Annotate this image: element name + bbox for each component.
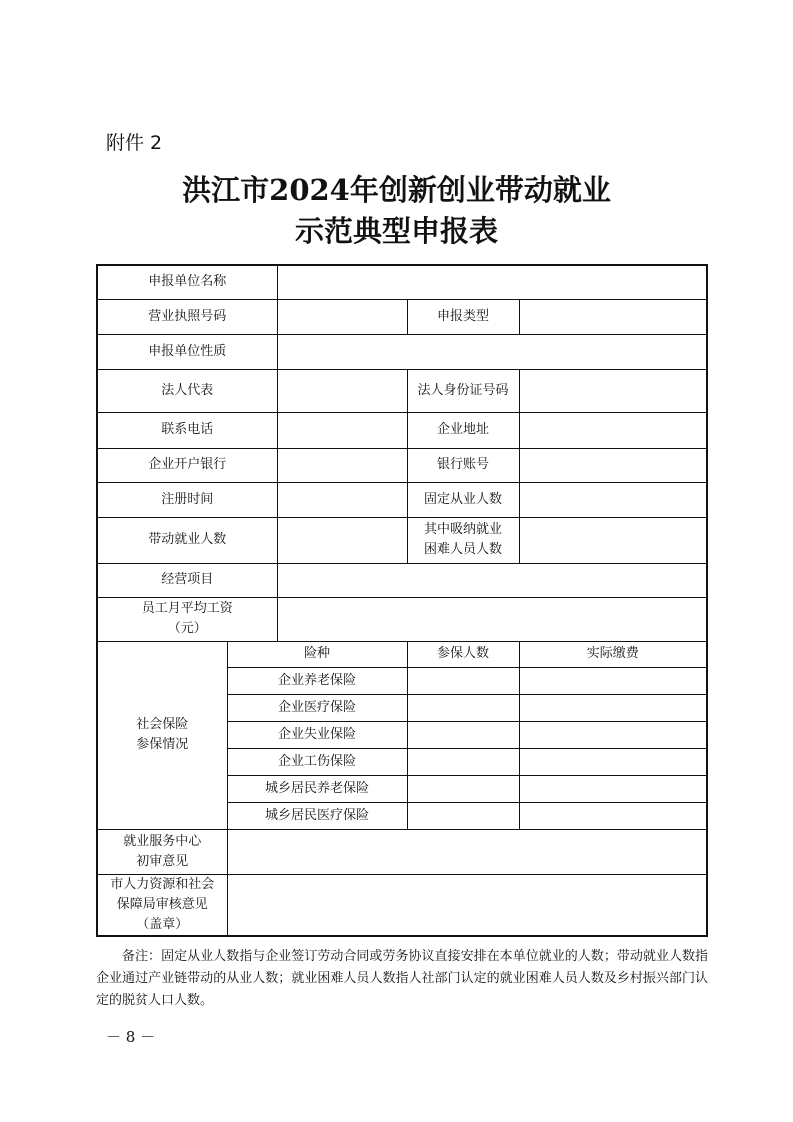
business-scope-field[interactable] [277,563,707,597]
reg-time-field[interactable] [277,482,407,517]
phone-label: 联系电话 [97,412,277,448]
avg-wage-field[interactable] [277,597,707,641]
insurance-type-cell: 城乡居民养老保险 [227,775,407,802]
page-number: － 8 － [106,1028,156,1046]
table-row [97,334,707,369]
fixed-employees-field[interactable] [519,482,707,517]
insured-count-field[interactable] [407,775,519,802]
actual-payment-field[interactable] [519,802,707,829]
bureau-opinion-label-line1: 市人力资源和社会 [110,876,215,892]
center-opinion-field[interactable] [227,829,707,874]
hardship-employees-field[interactable] [519,517,707,563]
driven-employment-label: 带动就业人数 [97,517,277,563]
application-form-table [96,264,708,937]
insurance-type-cell: 城乡居民医疗保险 [227,802,407,829]
bank-label: 企业开户银行 [97,448,277,482]
avg-wage-label-line2: （元） [167,621,207,636]
insurance-type-cell: 企业养老保险 [227,667,407,694]
bank-field[interactable] [277,448,407,482]
legal-rep-label: 法人代表 [97,369,277,412]
license-no-field[interactable] [277,299,407,334]
table-row [97,597,707,641]
actual-payment-field[interactable] [519,694,707,721]
form-title-line2: 示范典型申报表 [294,214,498,248]
table-row [97,517,707,563]
insurance-type-cell: 企业工伤保险 [227,748,407,775]
unit-nature-field[interactable] [277,334,707,369]
actual-payment-field[interactable] [519,721,707,748]
hardship-employees-label [407,517,519,563]
avg-wage-label [97,597,277,641]
insured-count-field[interactable] [407,802,519,829]
account-label: 银行账号 [407,448,519,482]
center-opinion-label [97,829,227,874]
phone-field[interactable] [277,412,407,448]
legal-id-label: 法人身份证号码 [407,369,519,412]
bureau-opinion-label-line2: 保障局审核意见 [116,896,208,912]
insured-count-field[interactable] [407,721,519,748]
actual-payment-field[interactable] [519,748,707,775]
address-field[interactable] [519,412,707,448]
driven-employment-field[interactable] [277,517,407,563]
social-insurance-label-line2: 参保情况 [136,737,189,752]
table-row [97,448,707,482]
business-scope-label: 经营项目 [97,563,277,597]
bureau-opinion-label-line3: （盖章） [136,916,189,932]
unit-name-label: 申报单位名称 [97,265,277,299]
actual-payment-header: 实际缴费 [519,641,707,667]
table-row [97,369,707,412]
license-no-label: 营业执照号码 [97,299,277,334]
insurance-type-header: 险种 [227,641,407,667]
account-field[interactable] [519,448,707,482]
reg-time-label: 注册时间 [97,482,277,517]
insured-count-header: 参保人数 [407,641,519,667]
insured-count-field[interactable] [407,748,519,775]
social-insurance-label-line1: 社会保险 [136,717,189,732]
legal-rep-field[interactable] [277,369,407,412]
apply-type-field[interactable] [519,299,707,334]
attachment-label: 附件 2 [106,132,163,154]
apply-type-label: 申报类型 [407,299,519,334]
insurance-type-cell: 企业失业保险 [227,721,407,748]
table-row [97,563,707,597]
table-row [97,874,707,936]
insured-count-field[interactable] [407,667,519,694]
hardship-label-line2: 困难人员人数 [424,542,503,557]
table-row [97,641,707,667]
bureau-opinion-field[interactable] [227,874,707,936]
table-row [97,482,707,517]
table-row [97,412,707,448]
hardship-label-line1: 其中吸纳就业 [424,522,503,537]
insured-count-field[interactable] [407,694,519,721]
center-opinion-label-line2: 初审意见 [136,853,189,869]
insurance-type-cell: 企业医疗保险 [227,694,407,721]
social-insurance-label [97,641,227,829]
center-opinion-label-line1: 就业服务中心 [123,833,202,849]
legal-id-field[interactable] [519,369,707,412]
actual-payment-field[interactable] [519,775,707,802]
bureau-opinion-label [97,874,227,936]
table-row [97,829,707,874]
unit-nature-label: 申报单位性质 [97,334,277,369]
unit-name-field[interactable] [277,265,707,299]
actual-payment-field[interactable] [519,667,707,694]
table-row [97,299,707,334]
avg-wage-label-line1: 员工月平均工资 [141,601,233,616]
table-row [97,265,707,299]
form-title-line1: 洪江市2024年创新创业带动就业 [182,173,611,207]
address-label: 企业地址 [407,412,519,448]
footnote: 备注：固定从业人数指与企业签订劳动合同或劳务协议直接安排在本单位就业的人数；带动就业人数指企业通过产业链带动的从业人数；就业困难人员人数指人社部门认定的就业困难人员人数及乡村振兴部门认定的脱贫人口人数。 [96,949,708,1008]
fixed-employees-label: 固定从业人数 [407,482,519,517]
